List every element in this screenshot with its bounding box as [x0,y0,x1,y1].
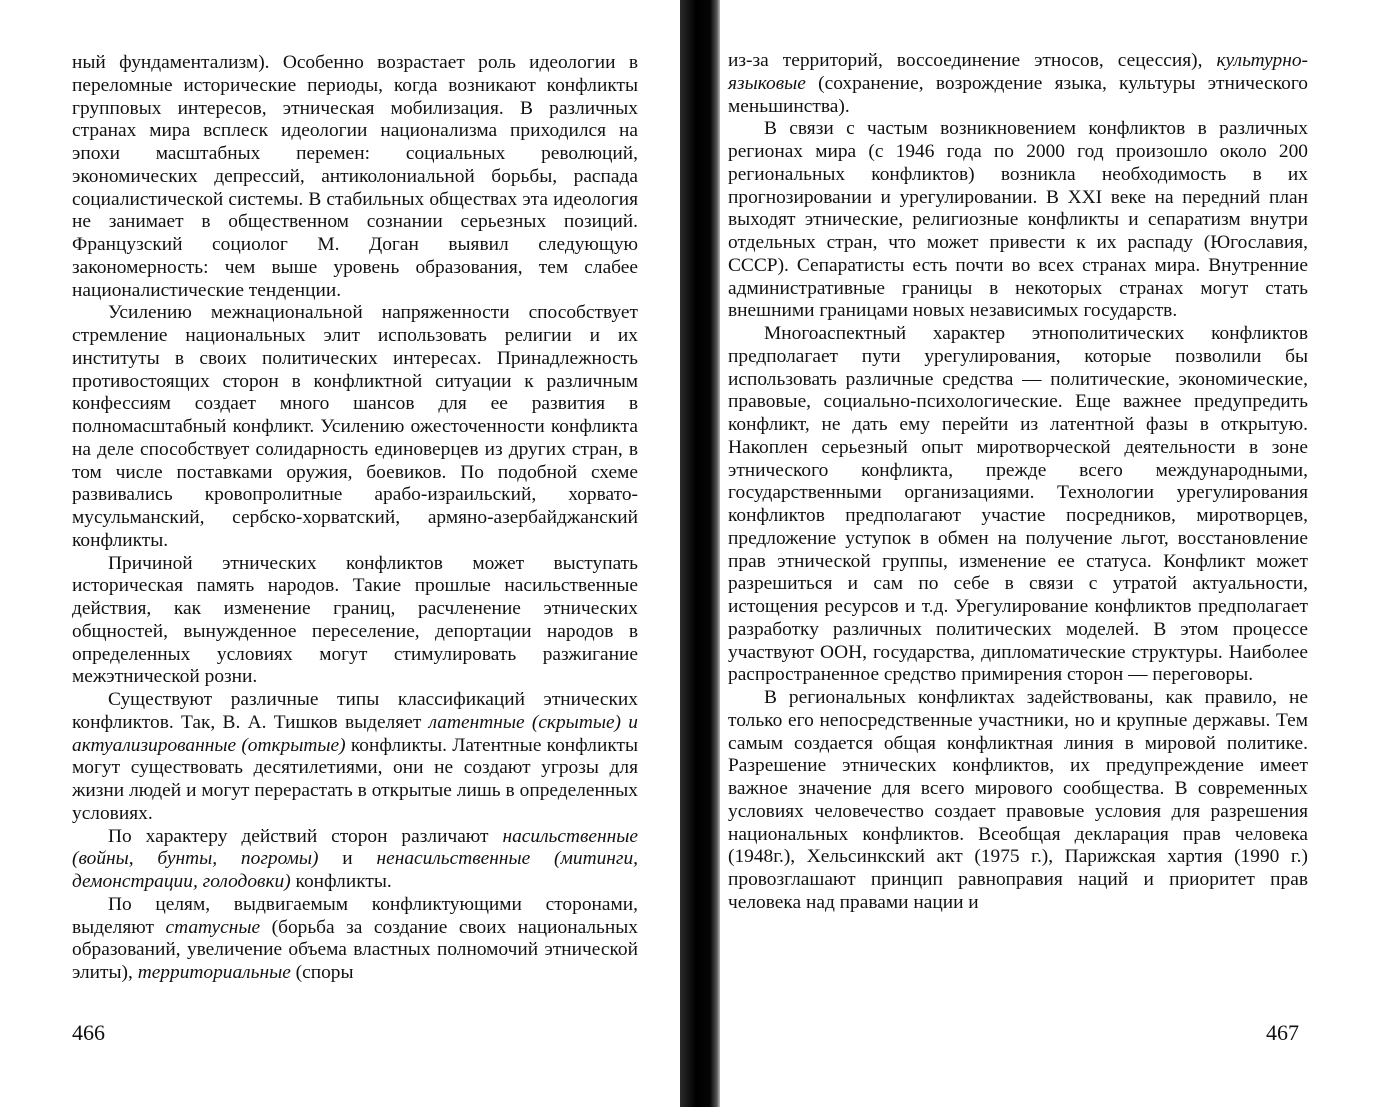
page-number-right: 467 [1266,1020,1299,1045]
text-run: (сохранение, возрождение языка, культуры этнического меньшинства). [728,72,1308,117]
text-run: (споры [290,962,354,983]
paragraph [72,302,638,552]
paragraph [72,826,638,894]
text-run: Многоаспектный характер этнополитических конфликтов предполагает пути урегулирования, которые позволили бы использовать различные средства — политические, экономические, правовые, социально-психологические. Еще важнее предупредить конфликт, не дать ему перейти из латентной фазы в открытую. Накоплен серьезный опыт миротворческой деятельности в зоне этнического конфликта, прежде всего международными, государственными организациями. Технологии урегулирования конфликтов предполагают участие посредников, миротворцев, предложение уступок в обмен на получение льгот, восстановление прав этнической группы, изменение ее статуса. Конфликт может разрешиться и сам по себе в связи с утратой актуальности, истощения ресурсов и т.д. Урегулирование конфликтов предполагает разработку различных политических моделей. В этом процессе участвуют ООН, государства, дипломатические структуры. Наиболее распространенное средство примирения сторон — переговоры. [728,323,1308,686]
paragraph [728,687,1308,915]
text-run: (борьба за создание своих национальных образований, увеличение объема властных полномочий этнической элиты), [72,916,638,983]
italic-term: латентные (скрытые) и актуализированные (открытые) [72,711,638,756]
text-run: Причиной этнических конфликтов может выступать историческая память народов. Такие прошлые насильственные действия, как изменение границ, расчленение этнических общностей, вынужденное переселение, депортации народов в определенных условиях могут стимулировать разжигание межэтнической розни. [72,552,638,688]
right-page [712,0,1386,1107]
paragraph [72,553,638,690]
text-run: Существуют различные типы классификаций этнических конфликтов. Так, В. А. Тишков выделяет [72,689,638,733]
text-run: По характеру действий сторон различают [108,825,503,847]
right-page-text [728,50,1308,915]
page-number-left: 466 [72,1020,105,1045]
italic-term: территориальные [137,962,291,983]
left-page [0,0,680,1107]
text-run: ный фундаментализм). Особенно возрастает роль идеологии в переломные исторические периоды, когда возникают конфликты групповых интересов, этническая мобилизация. В различных странах мира всплеск идеологии национализма приходился на эпохи масштабных перемен: социальных революций, экономических депрессий, антиколониальной борьбы, распада социалистической системы. В стабильных обществах эта идеология не занимает в общественном сознании серьезных позиций. Французский социолог М. Доган выявил следующую закономерность: чем выше уровень образования, тем слабее националистические тенденции. [72,52,638,301]
paragraph [728,50,1308,118]
paragraph [72,52,638,302]
paragraph [72,689,638,826]
text-run: конфликты. Латентные конфликты могут существовать десятилетиями, они не создают угрозы для жизни людей и могут перерастать в открытые лишь в определенных условиях. [72,734,638,824]
paragraph [728,323,1308,687]
text-run: конфликты. [290,871,392,892]
italic-term: ненасильственные (митинги, демонстрации, голодовки) [72,848,638,892]
left-page-text [72,52,638,985]
text-run: из-за территорий, воссоединение этносов, сецессия), [728,50,1217,71]
text-run: По целям, выдвигаемым конфликтующими сторонами, выделяют [72,893,638,938]
italic-term: насильственные (войны, бунты, погромы) [72,825,638,870]
text-run: В связи с частым возникновением конфликтов в различных регионах мира (с 1946 года по 2000 год произошло около 200 региональных конфликтов) возникла необходимость в их прогнозировании и урегулировании. В XXI веке на передний план выходят этнические, религиозные конфликты и сепаратизм внутри отдельных стран, что может привести к их распаду (Югославия, СССР). Сепаратисты есть почти во всех странах мира. Внутренние административные границы в некоторых странах могут стать внешними границами новых независимых государств. [728,118,1308,322]
text-run: Усилению межнациональной напряженности способствует стремление национальных элит использовать религии и их институты в своих политических интересах. Принадлежность противостоящих сторон в конфликтной ситуации к различным конфессиям создает много шансов для ее развития в полномасштабный конфликт. Усилению ожесточенности конфликта на деле способствует солидарность единоверцев из других стран, в том числе поставками оружия, боевиков. По подобной схеме развивались кровопролитные арабо-израильский, хорвато-мусульманский, сербско-хорватский, армяно-азербайджанский конфликты. [72,302,638,551]
italic-term: культурно-языковые [728,50,1308,94]
text-run: В региональных конфликтах задействованы, как правило, не только его непосредственные участники, но и крупные державы. Тем самым создается общая конфликтная линия в мировой политике. Разрешение этнических конфликтов, их предупреждение имеет важное значение для всего мирового сообщества. В современных условиях человечество создает правовые условия для разрешения национальных конфликтов. Всеобщая декларация прав человека (1948г.), Хельсинкский акт (1975 г.), Парижская хартия (1990 г.) провозглашают принцип равноправия наций и приоритет прав человека над правами нации и [728,687,1308,913]
text-run: и [318,848,377,870]
paragraph [728,118,1308,323]
italic-term: статусные [165,916,261,938]
paragraph [72,894,638,985]
